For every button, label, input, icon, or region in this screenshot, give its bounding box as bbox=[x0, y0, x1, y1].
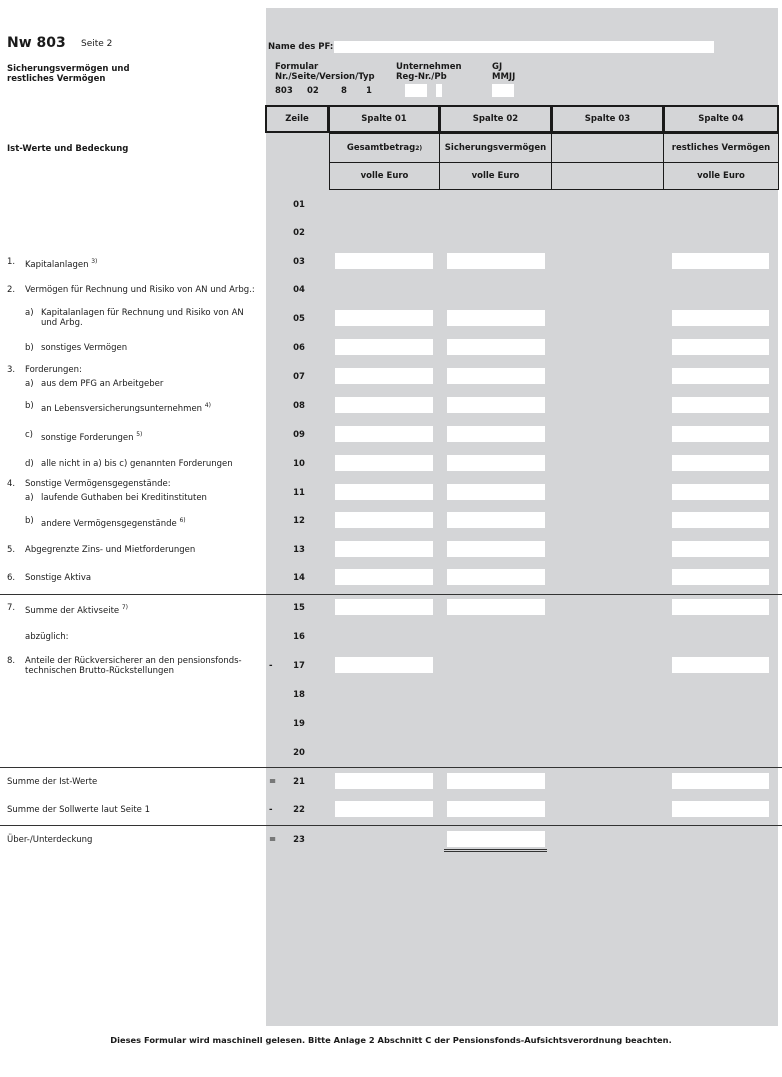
row-num: 7. bbox=[7, 603, 16, 613]
row-number: 04 bbox=[293, 285, 305, 295]
row-text: Über-/Unterdeckung bbox=[7, 835, 93, 845]
unternehmen-label bbox=[396, 62, 462, 82]
separator-line bbox=[0, 767, 782, 768]
input-r08-c02[interactable] bbox=[447, 397, 545, 413]
input-r06-c02[interactable] bbox=[447, 339, 545, 355]
row-number: 11 bbox=[293, 488, 305, 498]
form-number: Nw 803 bbox=[7, 35, 66, 51]
input-r09-c04[interactable] bbox=[672, 426, 769, 442]
row-number: 16 bbox=[293, 632, 305, 642]
row-number: 12 bbox=[293, 516, 305, 526]
row-text-main: Kapitalanlagen bbox=[25, 259, 89, 270]
row-text: sonstiges Vermögen bbox=[41, 343, 128, 353]
minus-sign: - bbox=[269, 661, 273, 671]
row-text: alle nicht in a) bis c) genannten Forderungen bbox=[41, 459, 233, 469]
row-sub: a) bbox=[25, 493, 34, 503]
row-number: 13 bbox=[293, 545, 305, 555]
row-num: 2. bbox=[7, 285, 16, 295]
row-number: 15 bbox=[293, 603, 305, 613]
input-r13-c02[interactable] bbox=[447, 541, 545, 557]
row-text: Summe der Ist-Werte bbox=[7, 777, 98, 787]
col-04-unit: volle Euro bbox=[663, 162, 779, 190]
input-r09-c02[interactable] bbox=[447, 426, 545, 442]
section-title: Ist-Werte und Bedeckung bbox=[7, 144, 129, 154]
input-r06-c04[interactable] bbox=[672, 339, 769, 355]
col-01-sub-sup: 2) bbox=[415, 144, 423, 152]
row-text: aus dem PFG an Arbeitgeber bbox=[41, 379, 164, 389]
row-text: Summe der Sollwerte laut Seite 1 bbox=[7, 805, 151, 815]
row-sup: 6) bbox=[179, 517, 186, 524]
name-field[interactable] bbox=[334, 41, 714, 53]
gj-label-line2: MMJJ bbox=[492, 72, 516, 82]
row-num: 1. bbox=[7, 257, 16, 267]
col-spalte-01: Spalte 01 bbox=[328, 105, 440, 133]
equals-sign: = bbox=[269, 835, 277, 845]
row-sub: b) bbox=[25, 343, 34, 353]
col-02-unit: volle Euro bbox=[439, 162, 552, 190]
form-title-line2: restliches Vermögen bbox=[7, 74, 106, 84]
input-r09-c01[interactable] bbox=[335, 426, 433, 442]
input-r06-c01[interactable] bbox=[335, 339, 433, 355]
input-r05-c04[interactable] bbox=[672, 310, 769, 326]
unternehmen-label-line1: Unternehmen bbox=[396, 62, 462, 72]
equals-sign: = bbox=[269, 777, 277, 787]
row-number: 01 bbox=[293, 200, 305, 210]
minus-sign: - bbox=[269, 805, 273, 815]
row-number: 20 bbox=[293, 748, 305, 758]
input-r03-c01[interactable] bbox=[335, 253, 433, 269]
page-number: Seite 2 bbox=[81, 39, 113, 49]
input-r07-c02[interactable] bbox=[447, 368, 545, 384]
input-r23-c02[interactable] bbox=[447, 831, 545, 847]
input-r07-c04[interactable] bbox=[672, 368, 769, 384]
formular-label-line1: Formular bbox=[275, 62, 319, 72]
input-r07-c01[interactable] bbox=[335, 368, 433, 384]
input-r17-c01[interactable] bbox=[335, 657, 433, 673]
row-text-main: andere Vermögensgegenstände bbox=[41, 518, 177, 529]
row-text bbox=[41, 401, 257, 414]
input-r05-c01[interactable] bbox=[335, 310, 433, 326]
input-r14-c04[interactable] bbox=[672, 569, 769, 585]
input-r03-c04[interactable] bbox=[672, 253, 769, 269]
input-r15-c01[interactable] bbox=[335, 599, 433, 615]
formular-label bbox=[275, 62, 375, 82]
formular-value-1: 803 bbox=[275, 86, 293, 96]
input-r22-c04[interactable] bbox=[672, 801, 769, 817]
input-r17-c04[interactable] bbox=[672, 657, 769, 673]
input-r10-c01[interactable] bbox=[335, 455, 433, 471]
row-number: 17 bbox=[293, 661, 305, 671]
row-number: 10 bbox=[293, 459, 305, 469]
input-r03-c02[interactable] bbox=[447, 253, 545, 269]
col-01-sub-text: Gesamtbetrag bbox=[346, 143, 416, 153]
row-text-main: Summe der Aktivseite bbox=[25, 605, 120, 616]
input-r22-c02[interactable] bbox=[447, 801, 545, 817]
col-04-sub: restliches Vermögen bbox=[663, 133, 779, 163]
row-label-23 bbox=[7, 835, 259, 845]
input-r08-c01[interactable] bbox=[335, 397, 433, 413]
row-number: 08 bbox=[293, 401, 305, 411]
formular-label-line2: Nr./Seite/Version/Typ bbox=[275, 72, 375, 82]
col-zeile: Zeile bbox=[265, 105, 329, 133]
row-text: Kapitalanlagen für Rechnung und Risiko von AN und Arbg. bbox=[41, 308, 244, 328]
input-r12-c02[interactable] bbox=[447, 512, 545, 528]
input-r12-c04[interactable] bbox=[672, 512, 769, 528]
row-num: 4. bbox=[7, 479, 16, 489]
double-underline-top bbox=[444, 849, 547, 850]
input-r14-c02[interactable] bbox=[447, 569, 545, 585]
col-03-unit bbox=[551, 162, 664, 190]
unternehmen-label-line2: Reg-Nr./Pb bbox=[396, 72, 447, 82]
input-r21-c04[interactable] bbox=[672, 773, 769, 789]
input-r21-c01[interactable] bbox=[335, 773, 433, 789]
formular-value-3: 8 bbox=[341, 86, 347, 96]
form-title-line1: Sicherungsvermögen und bbox=[7, 64, 130, 74]
col-spalte-02: Spalte 02 bbox=[439, 105, 552, 133]
input-r22-c01[interactable] bbox=[335, 801, 433, 817]
row-number: 05 bbox=[293, 314, 305, 324]
col-03-sub bbox=[551, 133, 664, 163]
row-number: 09 bbox=[293, 430, 305, 440]
row-number: 02 bbox=[293, 228, 305, 238]
row-sub: d) bbox=[25, 459, 34, 469]
input-r15-c04[interactable] bbox=[672, 599, 769, 615]
row-number: 14 bbox=[293, 573, 305, 583]
input-r10-c02[interactable] bbox=[447, 455, 545, 471]
separator-line bbox=[0, 825, 782, 826]
row-sup: 4) bbox=[204, 402, 211, 409]
row-number: 22 bbox=[293, 805, 305, 815]
row-text bbox=[41, 430, 257, 443]
row-sub: c) bbox=[25, 430, 33, 440]
input-r21-c02[interactable] bbox=[447, 773, 545, 789]
footer-note: Dieses Formular wird maschinell gelesen. Bitte Anlage 2 Abschnitt C der Pensionsfonds-Aufsichtsverordnung beachten. bbox=[110, 1035, 672, 1045]
col-01-sub bbox=[329, 133, 440, 163]
row-number: 23 bbox=[293, 835, 305, 845]
row-text: Forderungen: bbox=[25, 365, 82, 375]
input-r13-c04[interactable] bbox=[672, 541, 769, 557]
row-number: 03 bbox=[293, 257, 305, 267]
row-text bbox=[25, 257, 257, 270]
row-text bbox=[41, 516, 257, 529]
row-text-main: sonstige Forderungen bbox=[41, 432, 134, 443]
input-r13-c01[interactable] bbox=[335, 541, 433, 557]
row-sub: b) bbox=[25, 401, 34, 411]
separator-line bbox=[0, 594, 782, 595]
row-text: laufende Guthaben bei Kreditinstituten bbox=[41, 493, 207, 503]
row-text: Sonstige Vermögensgegenstände: bbox=[25, 479, 171, 489]
input-r11-c01[interactable] bbox=[335, 484, 433, 500]
reg-nr-field[interactable] bbox=[405, 84, 427, 97]
input-r11-c02[interactable] bbox=[447, 484, 545, 500]
input-r15-c02[interactable] bbox=[447, 599, 545, 615]
input-r14-c01[interactable] bbox=[335, 569, 433, 585]
row-number: 18 bbox=[293, 690, 305, 700]
row-number: 07 bbox=[293, 372, 305, 382]
row-text: Anteile der Rückversicherer an den pensionsfonds-technischen Brutto-Rückstellungen bbox=[25, 656, 242, 676]
form-title bbox=[7, 64, 247, 84]
row-text: Sonstige Aktiva bbox=[25, 573, 92, 583]
row-text bbox=[25, 603, 257, 616]
row-text: Abgegrenzte Zins- und Mietforderungen bbox=[25, 545, 196, 555]
gj-field[interactable] bbox=[492, 84, 514, 97]
row-text-main: an Lebensversicherungsunternehmen bbox=[41, 403, 203, 414]
col-spalte-04: Spalte 04 bbox=[663, 105, 779, 133]
gj-label-line1: GJ bbox=[492, 62, 503, 72]
name-label: Name des PF: bbox=[268, 42, 334, 52]
gj-label bbox=[492, 62, 515, 82]
input-r08-c04[interactable] bbox=[672, 397, 769, 413]
input-r05-c02[interactable] bbox=[447, 310, 545, 326]
row-label-22 bbox=[7, 805, 259, 815]
input-r11-c04[interactable] bbox=[672, 484, 769, 500]
row-num: 5. bbox=[7, 545, 16, 555]
col-01-unit: volle Euro bbox=[329, 162, 440, 190]
pb-field[interactable] bbox=[436, 84, 442, 97]
input-r12-c01[interactable] bbox=[335, 512, 433, 528]
input-r10-c04[interactable] bbox=[672, 455, 769, 471]
row-sub: a) bbox=[25, 308, 34, 318]
row-num: 3. bbox=[7, 365, 16, 375]
col-spalte-03: Spalte 03 bbox=[551, 105, 664, 133]
row-sub: a) bbox=[25, 379, 34, 389]
row-sup: 5) bbox=[136, 431, 143, 438]
row-sup: 3) bbox=[91, 258, 98, 265]
double-underline-bottom bbox=[444, 851, 547, 852]
col-02-sub: Sicherungsvermögen bbox=[439, 133, 552, 163]
row-num: 6. bbox=[7, 573, 16, 583]
row-label-21 bbox=[7, 777, 259, 787]
row-text: Vermögen für Rechnung und Risiko von AN und Arbg.: bbox=[25, 285, 255, 295]
formular-value-2: 02 bbox=[307, 86, 319, 96]
row-num: 8. bbox=[7, 656, 16, 666]
row-number: 06 bbox=[293, 343, 305, 353]
row-number: 21 bbox=[293, 777, 305, 787]
row-sup: 7) bbox=[121, 604, 129, 611]
row-number: 19 bbox=[293, 719, 305, 729]
row-text: abzüglich: bbox=[25, 632, 69, 642]
row-sub: b) bbox=[25, 516, 34, 526]
formular-value-4: 1 bbox=[366, 86, 372, 96]
